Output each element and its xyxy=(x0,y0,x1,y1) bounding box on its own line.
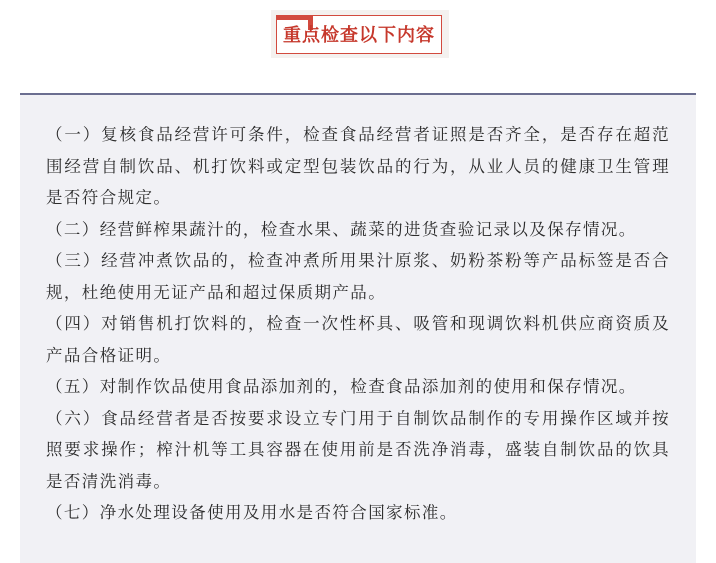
corner-accent-horizontal xyxy=(276,15,311,20)
inspection-item-4: （四）对销售机打饮料的，检查一次性杯具、吸管和现调饮料机供应商资质及产品合格证明。 xyxy=(46,314,670,365)
inspection-item-6: （六）食品经营者是否按要求设立专门用于自制饮品制作的专用操作区域并按照要求操作；榨汁机等工具容器在使用前是否洗净消毒，盛装自制饮品的饮具是否清洗消毒。 xyxy=(46,408,670,491)
content-box xyxy=(20,93,696,563)
inspection-item-2: （二）经营鲜榨果蔬汁的，检查水果、蔬菜的进货查验记录以及保存情况。 xyxy=(46,219,637,239)
header-title: 重点检查以下内容 xyxy=(283,24,435,46)
header-badge xyxy=(276,15,442,54)
inspection-item-3: （三）经营冲煮饮品的，检查冲煮所用果汁原浆、奶粉茶粉等产品标签是否合规，杜绝使用无证产品和超过保质期产品。 xyxy=(46,251,670,302)
inspection-item-7: （七）净水处理设备使用及用水是否符合国家标准。 xyxy=(46,503,458,522)
inspection-item-5: （五）对制作饮品使用食品添加剂的，检查食品添加剂的使用和保存情况。 xyxy=(46,377,637,396)
section-header xyxy=(271,10,449,58)
inspection-item-1: （一）复核食品经营许可条件，检查食品经营者证照是否齐全，是否存在超范围经营自制饮品、机打饮料或定型包装饮品的行为，从业人员的健康卫生管理是否符合规定。 xyxy=(46,125,670,207)
